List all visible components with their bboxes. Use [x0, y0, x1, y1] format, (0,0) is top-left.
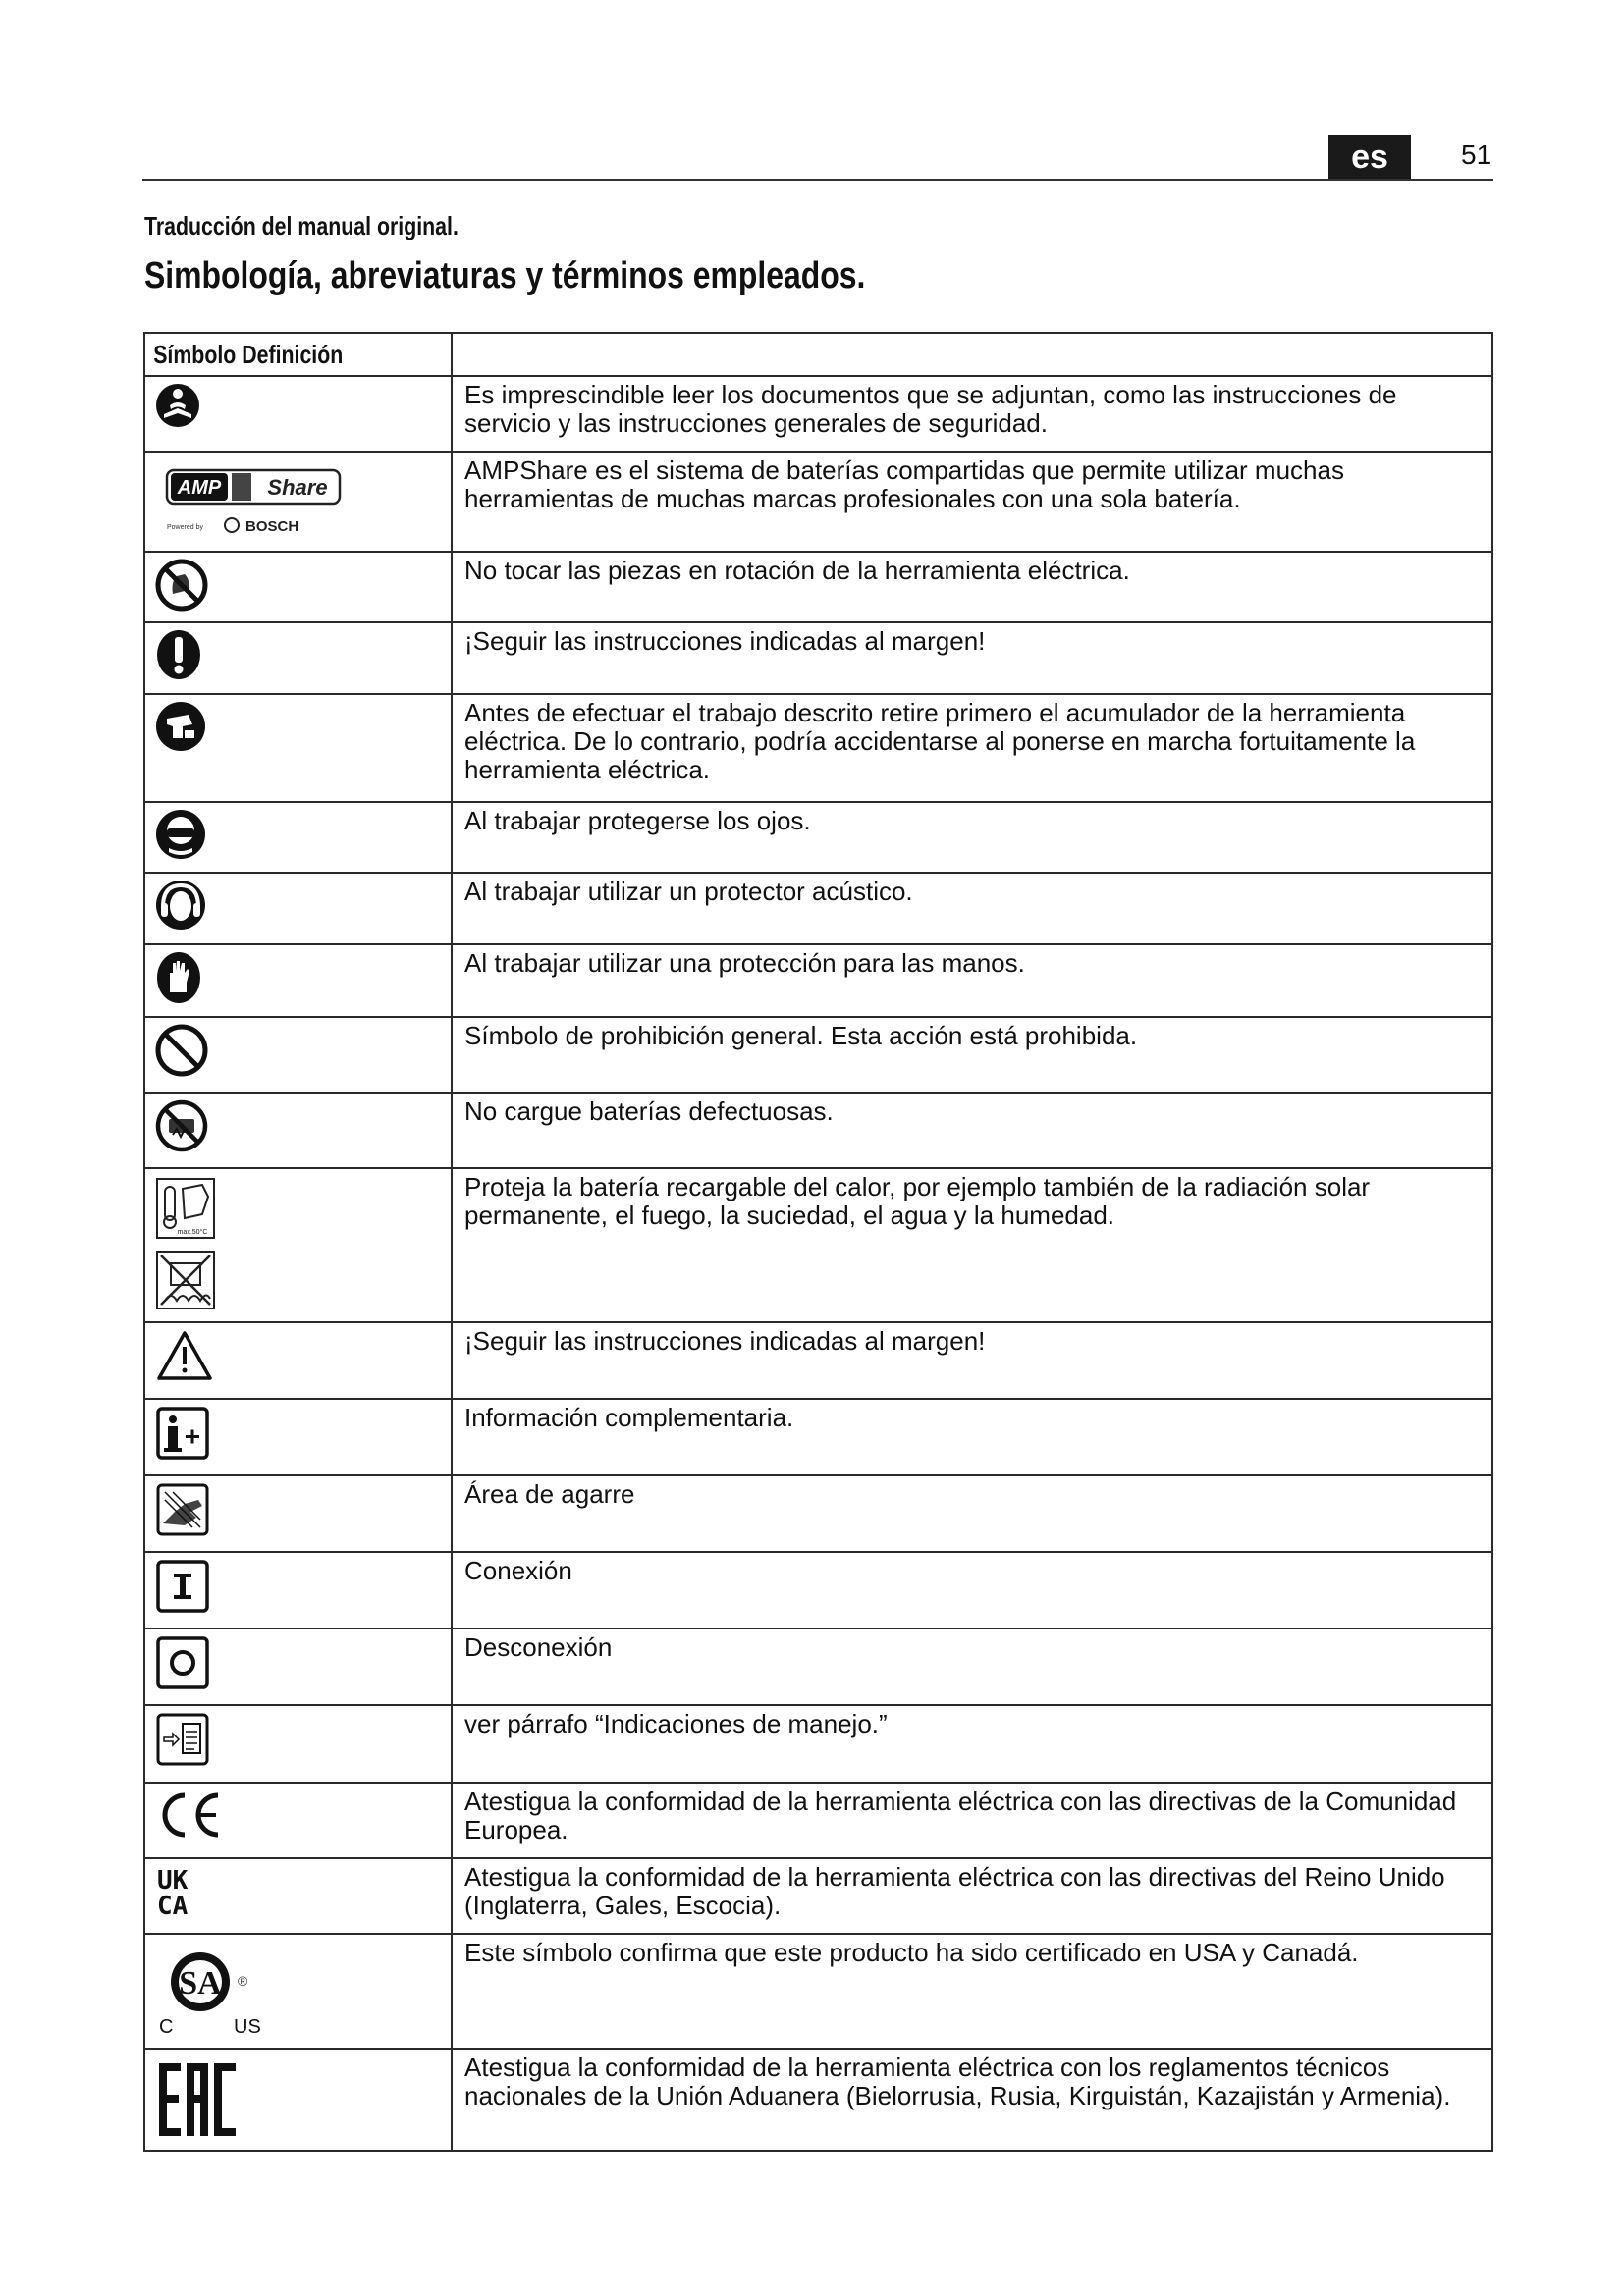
- table-row: [144, 1399, 1492, 1475]
- definition-text: Este símbolo confirma que este producto ha sido certificado en USA y Canadá.: [452, 1934, 1492, 2049]
- table-row: [144, 694, 1492, 802]
- definition-text: Atestigua la conformidad de la herramienta eléctrica con los reglamentos técnicos nacionales de la Unión Aduanera (Bielorrusia, Rusia, Kirguistán, Kazajistán y Armenia).: [452, 2049, 1492, 2151]
- header-rule: [142, 179, 1493, 181]
- battery-heat-protection-icon: [155, 1175, 218, 1312]
- ukca-mark-icon: [155, 1865, 214, 1924]
- definition-text: ver párrafo “Indicaciones de manejo.”: [452, 1705, 1492, 1783]
- eye-protection-icon: [155, 809, 206, 860]
- svg-text:SA: SA: [179, 1965, 222, 2002]
- csa-registered: ®: [238, 1973, 248, 1989]
- info-icon: [155, 1406, 210, 1461]
- table-row: [144, 944, 1492, 1017]
- definition-text: Información complementaria.: [452, 1399, 1492, 1475]
- bosch-logo-text: BOSCH: [245, 518, 299, 535]
- table-row: [144, 1552, 1492, 1629]
- definition-text: AMPShare es el sistema de baterías compartidas que permite utilizar muchas herramientas de muchas marcas profesionales con una sola batería.: [452, 452, 1492, 552]
- definition-text: Al trabajar protegerse los ojos.: [452, 802, 1492, 873]
- ukca-line-1: UK: [157, 1866, 189, 1896]
- ce-mark-icon: [155, 1789, 224, 1841]
- no-charge-defective-battery-icon: [155, 1099, 208, 1152]
- table-row: [144, 2049, 1492, 2151]
- csa-mark-icon: [155, 1941, 273, 2039]
- table-row: [144, 1934, 1492, 2049]
- document-subtitle: Traducción del manual original.: [144, 211, 459, 240]
- table-row: [144, 452, 1492, 552]
- table-row: [144, 1705, 1492, 1783]
- definition-text: Desconexión: [452, 1629, 1492, 1705]
- section-title: Simbología, abreviaturas y términos empleados.: [144, 255, 866, 296]
- definition-text: Antes de efectuar el trabajo descrito retire primero el acumulador de la herramienta eléctrica. De lo contrario, podría accidentarse al ponerse en marcha fortuitamente la herramienta eléctrica.: [452, 694, 1492, 802]
- table-header-row: [144, 333, 1492, 376]
- grip-area-icon: [155, 1482, 210, 1537]
- no-touch-rotating-icon: [155, 559, 208, 612]
- definition-text: Símbolo de prohibición general. Esta acción está prohibida.: [452, 1017, 1492, 1093]
- table-row: [144, 1858, 1492, 1934]
- symbol-table: [143, 332, 1493, 2152]
- language-badge: es: [1328, 135, 1411, 179]
- ampshare-logo: [155, 458, 352, 537]
- table-row: [144, 1629, 1492, 1705]
- operating-instructions-icon: [155, 1712, 210, 1767]
- eac-mark-icon: [155, 2056, 253, 2144]
- definition-text: Atestigua la conformidad de la herramienta eléctrica con las directivas del Reino Unido (Inglaterra, Gales, Escocia).: [452, 1858, 1492, 1934]
- share-logo-text: Share: [267, 475, 328, 500]
- table-row: [144, 1322, 1492, 1399]
- table-row: [144, 376, 1492, 452]
- definition-text: Proteja la batería recargable del calor, por ejemplo también de la radiación solar permanente, el fuego, la suciedad, el agua y la humedad.: [452, 1168, 1492, 1322]
- warning-triangle-icon: [155, 1329, 214, 1382]
- switch-on-icon: [155, 1559, 210, 1614]
- csa-c-label: C: [159, 2016, 174, 2038]
- page-number: 51: [1461, 139, 1492, 170]
- table-row: [144, 552, 1492, 622]
- ear-protection-icon: [155, 880, 206, 931]
- temp-label: max.50°C: [177, 1229, 208, 1236]
- definition-text: Conexión: [452, 1552, 1492, 1629]
- table-row: [144, 1017, 1492, 1093]
- definition-text: Al trabajar utilizar una protección para las manos.: [452, 944, 1492, 1017]
- table-row: [144, 1475, 1492, 1552]
- csa-us-label: US: [234, 2016, 261, 2038]
- hand-protection-icon: [155, 951, 202, 1004]
- definition-text: Al trabajar utilizar un protector acústico.: [452, 873, 1492, 944]
- exclamation-icon: [155, 629, 202, 680]
- table-header-label: Símbolo Definición: [153, 340, 344, 369]
- definition-text: No cargue baterías defectuosas.: [452, 1093, 1492, 1168]
- definition-text: No tocar las piezas en rotación de la herramienta eléctrica.: [452, 552, 1492, 622]
- table-row: [144, 802, 1492, 873]
- prohibition-icon: [155, 1024, 208, 1077]
- powered-by-text: Powered by: [167, 524, 203, 531]
- table-row: [144, 1168, 1492, 1322]
- amp-logo-text: AMP: [177, 477, 222, 499]
- definition-text: ¡Seguir las instrucciones indicadas al margen!: [452, 1322, 1492, 1399]
- table-row: [144, 1093, 1492, 1168]
- definition-text: Es imprescindible leer los documentos que se adjuntan, como las instrucciones de servicio y las instrucciones generales de seguridad.: [452, 376, 1492, 452]
- definition-text: ¡Seguir las instrucciones indicadas al margen!: [452, 622, 1492, 694]
- read-manual-icon: [155, 383, 200, 428]
- switch-off-icon: [155, 1635, 210, 1690]
- table-row: [144, 1783, 1492, 1858]
- table-row: [144, 873, 1492, 944]
- definition-text: Atestigua la conformidad de la herramienta eléctrica con las directivas de la Comunidad Europea.: [452, 1783, 1492, 1858]
- table-row: [144, 622, 1492, 694]
- ukca-line-2: CA: [157, 1892, 189, 1921]
- definition-text: Área de agarre: [452, 1475, 1492, 1552]
- remove-battery-icon: [155, 701, 206, 752]
